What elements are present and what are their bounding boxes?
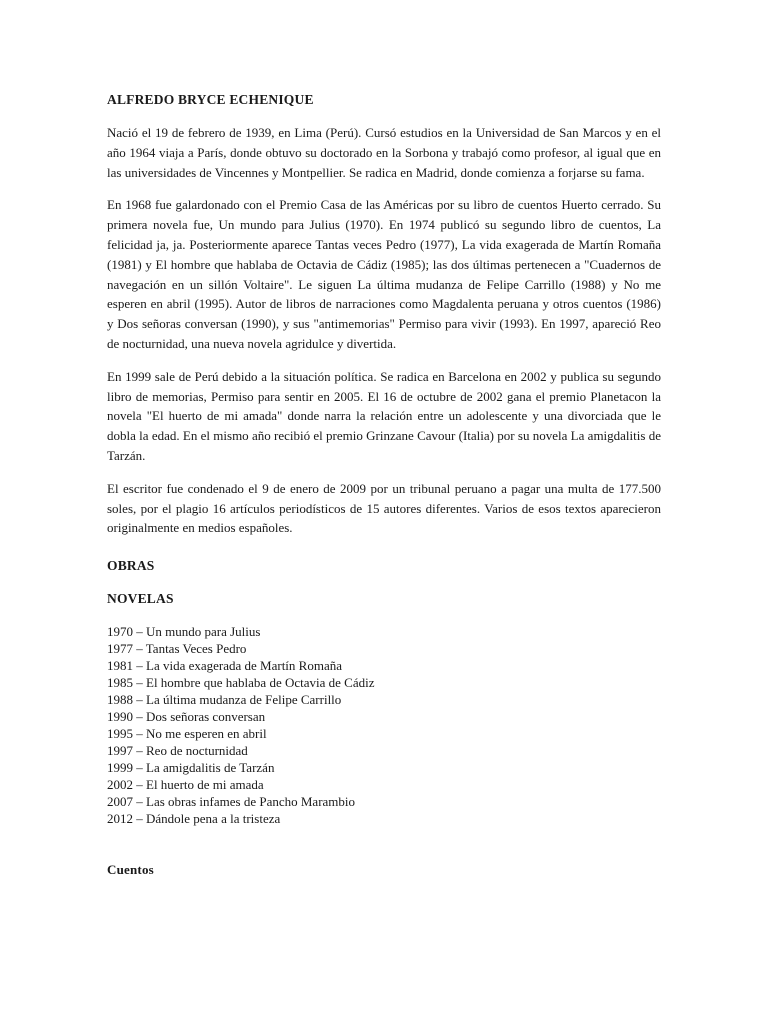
list-item: 1990 – Dos señoras conversan <box>107 709 266 725</box>
list-item: 1999 – La amigdalitis de Tarzán <box>107 760 275 776</box>
obras-heading: OBRAS <box>107 558 155 574</box>
list-item: 1981 – La vida exagerada de Martín Romaña <box>107 658 342 674</box>
list-item: 1997 – Reo de nocturnidad <box>107 743 248 759</box>
biography-paragraph-1: Nació el 19 de febrero de 1939, en Lima (Perú). Cursó estudios en la Universidad de San Marcos y en el año 1964 viaja a París, donde obtuvo su doctorado en la Sorbona y trabajó como profesor, al igual que en las universidades de Vincennes y Montpellier. Se radica en Madrid, donde comienza a forjarse su fama. <box>107 125 661 180</box>
list-item: 1977 – Tantas Veces Pedro <box>107 641 247 657</box>
cuentos-heading: Cuentos <box>107 862 154 878</box>
list-item: 1988 – La última mudanza de Felipe Carrillo <box>107 692 342 708</box>
biography-paragraph-2: En 1968 fue galardonado con el Premio Casa de las Américas por su libro de cuentos Huerto cerrado. Su primera novela fue, Un mundo para Julius (1970). En 1974 publicó su segundo libro de cuentos, La felicidad ja, ja. Posteriormente aparece Tantas veces Pedro (1977), La vida exagerada de Martín Romaña (1981) y El hombre que hablaba de Octavia de Cádiz (1985); las dos últimas pertenecen a "Cuadernos de navegación en un sillón Voltaire". Le siguen La última mudanza de Felipe Carrillo (1988) y No me esperen en abril (1995). Autor de libros de narraciones como Magdalenta peruana y otros cuentos (1986) y Dos señoras conversan (1990), y sus "antimemorias" Permiso para vivir (1993). En 1997, apareció Reo de nocturnidad, una nueva novela agridulce y divertida. <box>107 197 661 351</box>
list-item: 1985 – El hombre que hablaba de Octavia de Cádiz <box>107 675 375 691</box>
list-item: 2012 – Dándole pena a la tristeza <box>107 811 281 827</box>
list-item: 2007 – Las obras infames de Pancho Marambio <box>107 794 356 810</box>
list-item: 1995 – No me esperen en abril <box>107 726 267 742</box>
novelas-heading: NOVELAS <box>107 591 174 607</box>
biography-paragraph-3: En 1999 sale de Perú debido a la situación política. Se radica en Barcelona en 2002 y publica su segundo libro de memorias, Permiso para sentir en 2005. El 16 de octubre de 2002 gana el premio Planetacon la novela "El huerto de mi amada" donde narra la relación entre un adolescente y una divorciada que le dobla la edad. En el mismo año recibió el premio Grinzane Cavour (Italia) por su novela La amigdalitis de Tarzán. <box>107 368 661 463</box>
document-title: ALFREDO BRYCE ECHENIQUE <box>107 92 314 107</box>
novelas-list <box>107 623 661 827</box>
list-item: 1970 – Un mundo para Julius <box>107 624 261 640</box>
document-page <box>107 92 661 878</box>
biography-paragraph-4: El escritor fue condenado el 9 de enero de 2009 por un tribunal peruano a pagar una multa de 177.500 soles, por el plagio 16 artículos periodísticos de 15 autores diferentes. Varios de esos textos aparecieron originalmente en medios españoles. <box>107 480 661 536</box>
list-item: 2002 – El huerto de mi amada <box>107 777 264 793</box>
